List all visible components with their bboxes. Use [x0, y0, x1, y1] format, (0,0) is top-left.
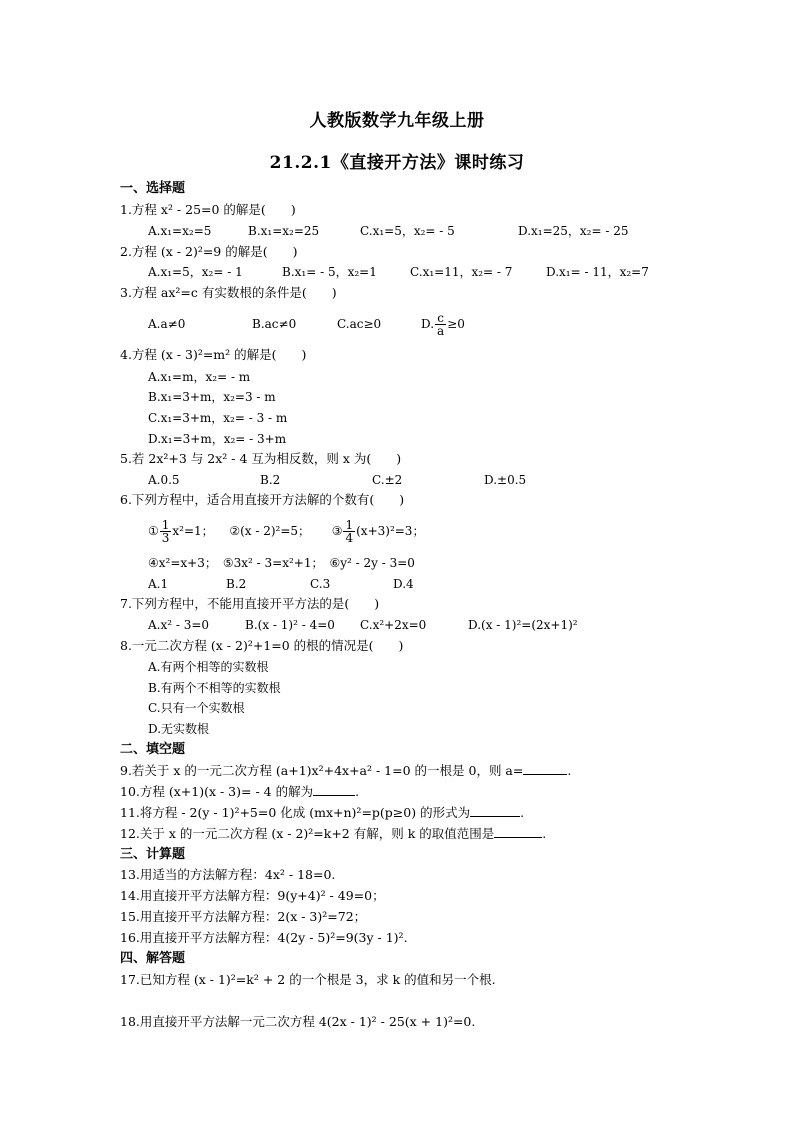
question-4-option-d: D.x₁=3+m，x₂= - 3+m: [148, 432, 287, 446]
answer-blank[interactable]: [523, 763, 567, 775]
question-4-option-a: A.x₁=m，x₂= - m: [148, 370, 251, 384]
question-4-option-c: C.x₁=3+m，x₂= - 3 - m: [148, 411, 288, 425]
item-3-equation: (x+3)²=3；: [356, 524, 425, 538]
fraction-denominator: a: [437, 324, 445, 338]
question-13: 13.用适当的方法解方程：4x² - 18=0.: [120, 867, 336, 882]
question-1-option-b: B.x₁=x₂=25: [248, 224, 320, 238]
question-6-option-a: A.1: [148, 577, 169, 591]
question-6-items-row-2: ④x²=x+3； ⑤3x² - 3=x²+1； ⑥y² - 2y - 3=0: [148, 556, 415, 570]
fraction-one-third: [160, 519, 172, 544]
fraction-denominator: 4: [345, 531, 354, 545]
answer-blank[interactable]: [494, 826, 542, 838]
question-6-stem: 6.下列方程中，适合用直接开方法解的个数有( ): [120, 492, 405, 507]
question-3-option-d-suffix: ≥0: [447, 317, 465, 331]
question-3-option-d: [421, 309, 465, 339]
question-5-option-d: D.±0.5: [484, 473, 527, 487]
question-17: 17.已知方程 (x - 1)²=k² + 2 的一个根是 3，求 k 的值和另一个根.: [120, 972, 496, 987]
question-7-stem: 7.下列方程中，不能用直接开平方法的是( ): [120, 596, 380, 611]
period: .: [567, 763, 572, 778]
question-1-option-c: C.x₁=5，x₂= - 5: [360, 224, 455, 238]
section-heading-calculation: 三、计算题: [120, 847, 186, 862]
question-5-option-b: B.2: [260, 473, 281, 487]
fraction-numerator: 1: [345, 518, 354, 532]
question-3-option-c: C.ac≥0: [337, 317, 382, 331]
question-5-stem: 5.若 2x²+3 与 2x² - 4 互为相反数，则 x 为( ): [120, 451, 402, 466]
question-4-option-b: B.x₁=3+m，x₂=3 - m: [148, 390, 276, 404]
question-3-stem: 3.方程 ax²=c 有实数根的条件是( ): [120, 285, 337, 300]
question-12: [120, 826, 546, 842]
question-8-stem: 8.一元二次方程 (x - 2)²+1=0 的根的情况是( ): [120, 638, 404, 653]
fraction-one-quarter: [343, 519, 355, 544]
document-title: 人教版数学九年级上册: [309, 111, 485, 131]
question-5-option-a: A.0.5: [148, 473, 180, 487]
question-7-option-b: B.(x - 1)² - 4=0: [245, 618, 335, 632]
question-9-text: 9.若关于 x 的一元二次方程 (a+1)x²+4x+a² - 1=0 的一根是 0，则 a=: [120, 763, 524, 778]
question-2-option-c: C.x₁=11，x₂= - 7: [410, 265, 513, 279]
section-heading-choice: 一、选择题: [120, 181, 186, 196]
period: .: [355, 784, 360, 799]
question-1-stem: 1.方程 x² - 25=0 的解是( ): [120, 202, 296, 217]
question-15: 15.用直接开平方法解方程：2(x - 3)²=72；: [120, 909, 367, 924]
section-heading-answer: 四、解答题: [120, 951, 186, 966]
fraction-numerator: c: [435, 312, 446, 325]
fraction-numerator: 1: [161, 518, 170, 532]
question-2-stem: 2.方程 (x - 2)²=9 的解是( ): [120, 244, 298, 259]
question-7-option-d: D.(x - 1)²=(2x+1)²: [468, 618, 578, 632]
question-3-option-d-prefix: D.: [421, 317, 435, 331]
question-1-option-a: A.x₁=x₂=5: [148, 224, 212, 238]
question-11-text: 11.将方程 - 2(y - 1)²+5=0 化成 (mx+n)²=p(p≥0) 的形式为: [120, 805, 471, 820]
period: .: [520, 805, 525, 820]
item-1-equation: x²=1；: [172, 524, 214, 538]
item-3-marker: ③: [331, 524, 343, 538]
question-18: 18.用直接开平方法解一元二次方程 4(2x - 1)² - 25(x + 1)²=0.: [120, 1014, 476, 1029]
question-6-items-row-1: [148, 516, 424, 546]
question-4-stem: 4.方程 (x - 3)²=m² 的解是( ): [120, 347, 307, 362]
question-7-option-a: A.x² - 3=0: [148, 618, 210, 632]
item-1-marker: ①: [148, 524, 159, 538]
question-16: 16.用直接开平方法解方程：4(2y - 5)²=9(3y - 1)².: [120, 930, 408, 945]
question-3-option-b: B.ac≠0: [252, 317, 297, 331]
question-6-option-c: C.3: [310, 577, 331, 591]
fraction-denominator: 3: [161, 531, 170, 545]
item-2-equation: ②(x - 2)²=5；: [229, 524, 311, 538]
document-subtitle: 21.2.1《直接开方法》课时练习: [269, 153, 525, 173]
question-8-option-c: C.只有一个实数根: [148, 701, 245, 715]
question-6-option-d: D.4: [393, 577, 414, 591]
fraction-c-over-a: [435, 312, 446, 337]
question-2-option-b: B.x₁= - 5，x₂=1: [282, 265, 377, 279]
question-8-option-a: A.有两个相等的实数根: [148, 660, 269, 674]
question-12-text: 12.关于 x 的一元二次方程 (x - 2)²=k+2 有解，则 k 的取值范围是: [120, 826, 495, 841]
question-8-option-d: D.无实数根: [148, 722, 210, 736]
question-3-option-a: A.a≠0: [148, 317, 186, 331]
question-10-text: 10.方程 (x+1)(x - 3)= - 4 的解为: [120, 784, 314, 799]
question-10: [120, 784, 359, 800]
question-9: [120, 763, 571, 779]
question-7-option-c: C.x²+2x=0: [360, 618, 427, 632]
question-2-option-d: D.x₁= - 11，x₂=7: [546, 265, 649, 279]
question-8-option-b: B.有两个不相等的实数根: [148, 681, 281, 695]
section-heading-fill-blank: 二、填空题: [120, 742, 186, 757]
question-14: 14.用直接开平方法解方程：9(y+4)² - 49=0；: [120, 888, 385, 903]
answer-blank[interactable]: [313, 784, 355, 796]
question-5-option-c: C.±2: [372, 473, 403, 487]
answer-blank[interactable]: [470, 805, 520, 817]
period: .: [542, 826, 547, 841]
question-1-option-d: D.x₁=25，x₂= - 25: [518, 224, 629, 238]
question-6-option-b: B.2: [226, 577, 247, 591]
question-11: [120, 805, 524, 821]
question-2-option-a: A.x₁=5，x₂= - 1: [148, 265, 243, 279]
